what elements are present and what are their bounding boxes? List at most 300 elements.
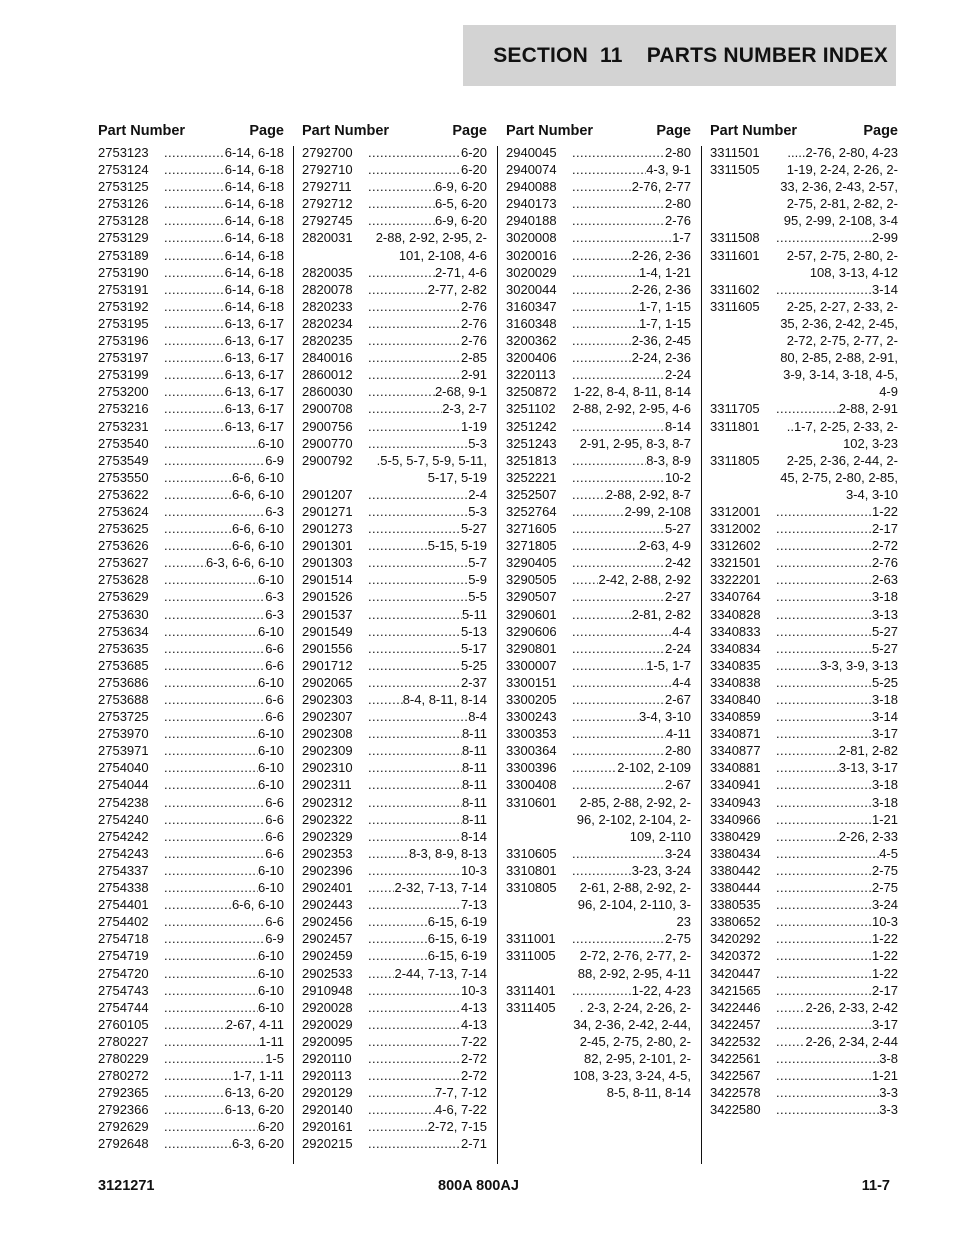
page-references: 2-24 [664, 640, 691, 656]
index-entry [710, 281, 898, 298]
part-number: 2753725 [98, 709, 149, 725]
dot-leader [164, 930, 265, 947]
page-references: 2-75 [871, 862, 898, 878]
index-entry [98, 486, 284, 503]
part-number: 2754402 [98, 914, 149, 930]
page-references: 6-5, 6-20 [434, 196, 487, 212]
page-references: 4-13 [460, 999, 487, 1015]
dot-leader [164, 332, 225, 349]
part-number: 2920095 [302, 1033, 353, 1049]
part-number: 3311602 [710, 281, 760, 297]
part-number: 2753231 [98, 418, 149, 434]
column-divider [497, 146, 498, 1164]
dot-leader [572, 588, 665, 605]
page-references: 6-6, 6-10 [231, 521, 284, 537]
part-number: 2900756 [302, 418, 353, 434]
page-reference-cell [776, 520, 898, 537]
page-references: 6-10 [257, 862, 284, 878]
part-number: 2902312 [302, 794, 353, 810]
part-number: 2792745 [302, 213, 353, 229]
part-number: 3300408 [506, 777, 557, 793]
part-number: 2901556 [302, 640, 353, 656]
page-references: 1-7, 1-15 [638, 298, 691, 314]
index-entry [302, 1101, 487, 1118]
part-number: 2754337 [98, 862, 149, 878]
index-entry [710, 520, 898, 537]
column-divider [293, 146, 294, 1164]
page-references: 1-21 [871, 1068, 898, 1084]
page-reference-cell [368, 845, 487, 862]
part-number: 3420292 [710, 931, 761, 947]
page-references: 6-10 [257, 743, 284, 759]
part-number: 2753635 [98, 640, 149, 656]
section-title: SECTION 11 PARTS NUMBER INDEX [493, 43, 888, 67]
part-number: 2753216 [98, 401, 149, 417]
page-reference-cell [572, 229, 691, 246]
page-references: 2-80 [664, 196, 691, 212]
part-number: 2754040 [98, 760, 149, 776]
index-entry [98, 708, 284, 725]
index-entry [506, 947, 691, 981]
index-entry [506, 537, 691, 554]
index-entry [302, 418, 487, 435]
part-number: 2820031 [302, 230, 353, 246]
part-number: 2754044 [98, 777, 149, 793]
index-entry [506, 794, 691, 845]
part-number: 2753189 [98, 247, 149, 263]
page-references: 6-20 [257, 1119, 284, 1135]
page-reference-cell [164, 1118, 284, 1135]
document-number: 3121271 [98, 1178, 155, 1194]
page-reference-cell [776, 845, 898, 862]
page-reference-cell [368, 212, 487, 229]
part-number: 2920215 [302, 1136, 353, 1152]
index-entry [506, 383, 691, 400]
index-entry [506, 520, 691, 537]
part-number: 2753626 [98, 538, 149, 554]
index-entry [710, 879, 898, 896]
index-entry [710, 1067, 898, 1084]
page-references: 3-3 [879, 1102, 898, 1118]
dot-leader [572, 349, 632, 366]
page-reference-cell [368, 1033, 487, 1050]
page-references: 3-8 [879, 1050, 898, 1066]
page-reference-cell [368, 776, 487, 793]
index-entry [710, 913, 898, 930]
dot-leader [164, 828, 265, 845]
page-reference-cell [164, 691, 284, 708]
page-reference-cell [572, 178, 691, 195]
index-entry [710, 759, 898, 776]
page-references: 5-27 [664, 521, 691, 537]
dot-leader [368, 161, 461, 178]
part-number: 2902308 [302, 726, 353, 742]
index-entry [506, 247, 691, 264]
index-entry [710, 674, 898, 691]
index-entry [302, 571, 487, 588]
index-entry [302, 725, 487, 742]
dot-leader [164, 195, 225, 212]
part-number: 3251813 [506, 452, 557, 468]
dot-leader [164, 1135, 232, 1152]
page-references: 2-72 [460, 1050, 487, 1066]
index-entry [98, 281, 284, 298]
index-entry [98, 640, 284, 657]
part-number: 3290606 [506, 623, 557, 639]
index-entry [302, 349, 487, 366]
page-references: 3-23, 3-24 [631, 862, 691, 878]
dot-leader [776, 828, 839, 845]
part-number: 2920029 [302, 1016, 353, 1032]
part-number: 2753970 [98, 726, 149, 742]
page-references: 8-4, 8-11, 8-14 [402, 692, 487, 707]
page-references: 1-22, 4-23 [631, 982, 691, 998]
page-reference-cell [776, 930, 898, 947]
page-reference-cell [572, 691, 691, 708]
page-references: 2-81, 2-82 [631, 606, 691, 622]
dot-leader [776, 691, 872, 708]
page-reference-cell [164, 776, 284, 793]
index-rows [98, 144, 284, 1153]
part-number: 2901207 [302, 486, 353, 502]
page-references: 4-13 [460, 1016, 487, 1032]
page-reference-cell [164, 811, 284, 828]
part-number: 3380442 [710, 862, 761, 878]
part-number: 2900792 [302, 452, 353, 468]
page-reference-cell [368, 486, 487, 503]
dot-leader [164, 776, 258, 793]
part-number: 2920140 [302, 1102, 353, 1118]
dot-leader [164, 281, 225, 298]
page-references: 1-22 [871, 931, 898, 947]
dot-leader [368, 725, 462, 742]
index-entry [710, 776, 898, 793]
page-references: 6-10 [257, 760, 284, 776]
index-entry [98, 452, 284, 469]
page-reference-cell [572, 469, 691, 486]
page-reference-cell [776, 229, 898, 246]
dot-leader [572, 298, 639, 315]
page-references: 5-13 [460, 623, 487, 639]
page-references: 2-67, 4-11 [225, 1016, 284, 1032]
index-entry [506, 503, 691, 520]
dot-leader [572, 862, 632, 879]
page-reference-cell [776, 1033, 898, 1050]
dot-leader [776, 1050, 879, 1067]
index-entry [98, 469, 284, 486]
page-reference-cell [776, 640, 898, 657]
dot-leader [572, 845, 665, 862]
dot-leader [368, 896, 461, 913]
part-number: 2902311 [302, 777, 352, 793]
part-number: 2753550 [98, 469, 149, 485]
index-entry [302, 1118, 487, 1135]
page-references: 6-14, 6-18 [224, 162, 284, 178]
dot-leader [572, 537, 639, 554]
dot-leader [776, 776, 872, 793]
part-number: 2753190 [98, 264, 149, 280]
index-entry [710, 452, 898, 503]
page-reference-cell [164, 896, 284, 913]
page-references: 2-57, 2-75, 2-80, 2-108, 3-13, 4-12 [786, 247, 898, 280]
part-number: 2902456 [302, 914, 353, 930]
dot-leader [776, 571, 872, 588]
page-reference-cell [164, 930, 284, 947]
dot-leader [164, 606, 265, 623]
index-entry [506, 759, 691, 776]
index-entry [506, 349, 691, 366]
page-references: 6-14, 6-18 [224, 264, 284, 280]
dot-leader [164, 1050, 265, 1067]
dot-leader [776, 708, 872, 725]
index-rows [302, 144, 487, 1153]
dot-leader [368, 811, 462, 828]
index-entry [710, 144, 898, 161]
dot-leader [368, 537, 428, 554]
index-entry [302, 1084, 487, 1101]
dot-leader [368, 178, 435, 195]
dot-leader [572, 674, 672, 691]
part-number: 3312002 [710, 521, 761, 537]
dot-leader [164, 1033, 259, 1050]
index-entry [710, 930, 898, 947]
part-number: 3252764 [506, 503, 557, 519]
dot-leader [164, 588, 265, 605]
part-number: 2902303 [302, 692, 353, 707]
page-reference-cell [164, 794, 284, 811]
part-number: 3252221 [506, 469, 557, 485]
page-references: 2-3, 2-7 [442, 401, 487, 417]
index-entry [710, 725, 898, 742]
index-entry [98, 264, 284, 281]
page-references: 3-24 [664, 845, 691, 861]
page-references: 3-3 [879, 1085, 898, 1101]
dot-leader [776, 947, 872, 964]
part-number: 3321501 [710, 555, 761, 571]
page-reference-cell [776, 588, 898, 605]
index-entry [98, 435, 284, 452]
part-number: 2792712 [302, 196, 353, 212]
index-column-3 [506, 118, 691, 1101]
part-number: 2753125 [98, 179, 149, 195]
index-entry [506, 366, 691, 383]
dot-leader [368, 657, 461, 674]
part-number: 2902310 [302, 760, 353, 776]
dot-leader [368, 400, 442, 417]
page-references: 8-4 [468, 709, 487, 725]
dot-leader [572, 229, 672, 246]
column-header [302, 118, 487, 144]
page-references: 6-10 [257, 982, 284, 998]
index-entry [506, 999, 691, 1102]
part-number: 3271805 [506, 538, 557, 554]
index-entry [302, 794, 487, 811]
page-reference-cell [164, 571, 284, 588]
index-entry [710, 571, 898, 588]
part-number: 2753685 [98, 657, 149, 673]
page-reference-cell [164, 674, 284, 691]
page-references: 5-27 [871, 640, 898, 656]
index-entry [710, 606, 898, 623]
page-references: 2-102, 2-109 [617, 760, 691, 776]
page-references: 2-44, 7-13, 7-14 [394, 965, 487, 981]
page-references: 3-14 [871, 709, 898, 725]
dot-leader [164, 144, 225, 161]
dot-leader [572, 452, 646, 469]
part-number: 3300364 [506, 743, 557, 759]
dot-leader [368, 144, 461, 161]
page-references: 8-3, 8-9 [646, 452, 691, 468]
page-reference-cell [368, 383, 487, 400]
part-number: 2792366 [98, 1102, 149, 1118]
page-reference-cell [368, 623, 487, 640]
page-references: 2-37 [460, 674, 487, 690]
part-number: 2902353 [302, 845, 353, 861]
index-entry [302, 742, 487, 759]
page-reference-cell [776, 725, 898, 742]
dot-leader [776, 982, 872, 999]
page-reference-cell [776, 947, 898, 964]
dot-leader [368, 794, 462, 811]
page-reference-cell [776, 1067, 898, 1084]
dot-leader [164, 435, 258, 452]
page-reference-cell [572, 161, 691, 178]
part-number: 2902533 [302, 965, 353, 981]
page-reference-cell [164, 1101, 284, 1118]
page-reference-cell [776, 554, 898, 571]
page-reference-cell [776, 674, 898, 691]
page-references: 1-5 [265, 1050, 284, 1066]
dot-leader [776, 281, 872, 298]
page-references: 2-85 [460, 350, 487, 366]
page-reference-cell [368, 913, 487, 930]
index-entry [506, 400, 691, 417]
model-name: 800A 800AJ [438, 1178, 519, 1194]
index-entry [506, 435, 691, 452]
dot-leader [164, 742, 258, 759]
index-entry [98, 776, 284, 793]
index-entry [710, 298, 898, 401]
index-entry [302, 776, 487, 793]
index-entry [506, 144, 691, 161]
page-reference-cell [164, 947, 284, 964]
page-reference-cell [164, 418, 284, 435]
part-number: 3200406 [506, 350, 557, 366]
index-entry [302, 640, 487, 657]
dot-leader [368, 1033, 461, 1050]
page-reference-cell [572, 759, 691, 776]
page-reference-cell [164, 862, 284, 879]
dot-leader [368, 1050, 461, 1067]
part-number: 3420447 [710, 965, 761, 981]
page-reference-cell [368, 862, 487, 879]
page-references: 2-17 [871, 982, 898, 998]
page-reference-cell [164, 452, 284, 469]
dot-leader [572, 657, 646, 674]
page-reference-cell [368, 315, 487, 332]
part-number: 2753129 [98, 230, 149, 246]
page-reference-cell [572, 982, 691, 999]
page-references: 1-7, 1-15 [638, 315, 691, 331]
index-entry [302, 366, 487, 383]
page-reference-cell [164, 999, 284, 1016]
index-column-2 [302, 118, 487, 1153]
page-reference-cell [572, 537, 691, 554]
page-reference-cell [776, 794, 898, 811]
page-reference-cell [572, 606, 691, 623]
dot-leader [164, 520, 232, 537]
page-reference-cell [776, 281, 898, 298]
dot-leader [164, 554, 206, 571]
page-reference-cell [368, 930, 487, 947]
page-references: 6-6 [265, 794, 284, 810]
page-references: 5-25 [871, 674, 898, 690]
page-references: 2-80 [664, 145, 691, 160]
page-references: 6-10 [257, 435, 284, 451]
index-entry [302, 982, 487, 999]
index-entry [710, 418, 898, 452]
part-number: 2920113 [302, 1068, 352, 1084]
index-entry [302, 811, 487, 828]
part-number: 2754242 [98, 828, 149, 844]
index-entry [98, 947, 284, 964]
index-entry [506, 229, 691, 246]
dot-leader [776, 862, 872, 879]
part-number: 2902329 [302, 828, 353, 844]
page-references: 6-13, 6-17 [224, 333, 284, 349]
part-number: 3300243 [506, 709, 557, 725]
page-reference-cell [164, 264, 284, 281]
index-entry [98, 1118, 284, 1135]
page-references: 6-20 [460, 162, 487, 178]
page-references: 6-10 [257, 965, 284, 981]
page-reference-cell [164, 486, 284, 503]
page-references: 10-3 [871, 914, 898, 930]
dot-leader [164, 999, 258, 1016]
part-number: 2940188 [506, 213, 557, 229]
page-references: 2-24 [664, 367, 691, 383]
part-number: 2792365 [98, 1085, 149, 1101]
dot-leader [164, 913, 265, 930]
dot-leader [776, 845, 879, 862]
index-entry [98, 1084, 284, 1101]
part-number: 3422580 [710, 1102, 761, 1118]
page-references: 2-76 [871, 555, 898, 571]
page-reference-cell [368, 503, 487, 520]
page-references: 6-15, 6-19 [427, 914, 487, 930]
page-references: 2-26, 2-33, 2-42 [805, 999, 898, 1015]
part-number: 3020008 [506, 230, 557, 246]
part-number: 2920161 [302, 1119, 353, 1135]
index-entry [302, 537, 487, 554]
page-reference-cell [368, 725, 487, 742]
index-entry [98, 606, 284, 623]
part-number: 3251102 [506, 401, 556, 417]
page-reference-cell [368, 1016, 487, 1033]
dot-leader [368, 571, 468, 588]
page-references: 10-2 [664, 469, 691, 485]
page-reference-cell [572, 640, 691, 657]
page-reference-cell [164, 503, 284, 520]
dot-leader [572, 144, 665, 161]
page-reference-cell [572, 742, 691, 759]
part-number: 3311505 [710, 162, 760, 178]
page-reference-cell [776, 400, 898, 417]
page-references: 2-88, 2-91 [838, 401, 898, 417]
dot-leader [164, 161, 225, 178]
dot-leader [164, 1016, 226, 1033]
page-references: 5-27 [460, 521, 487, 537]
